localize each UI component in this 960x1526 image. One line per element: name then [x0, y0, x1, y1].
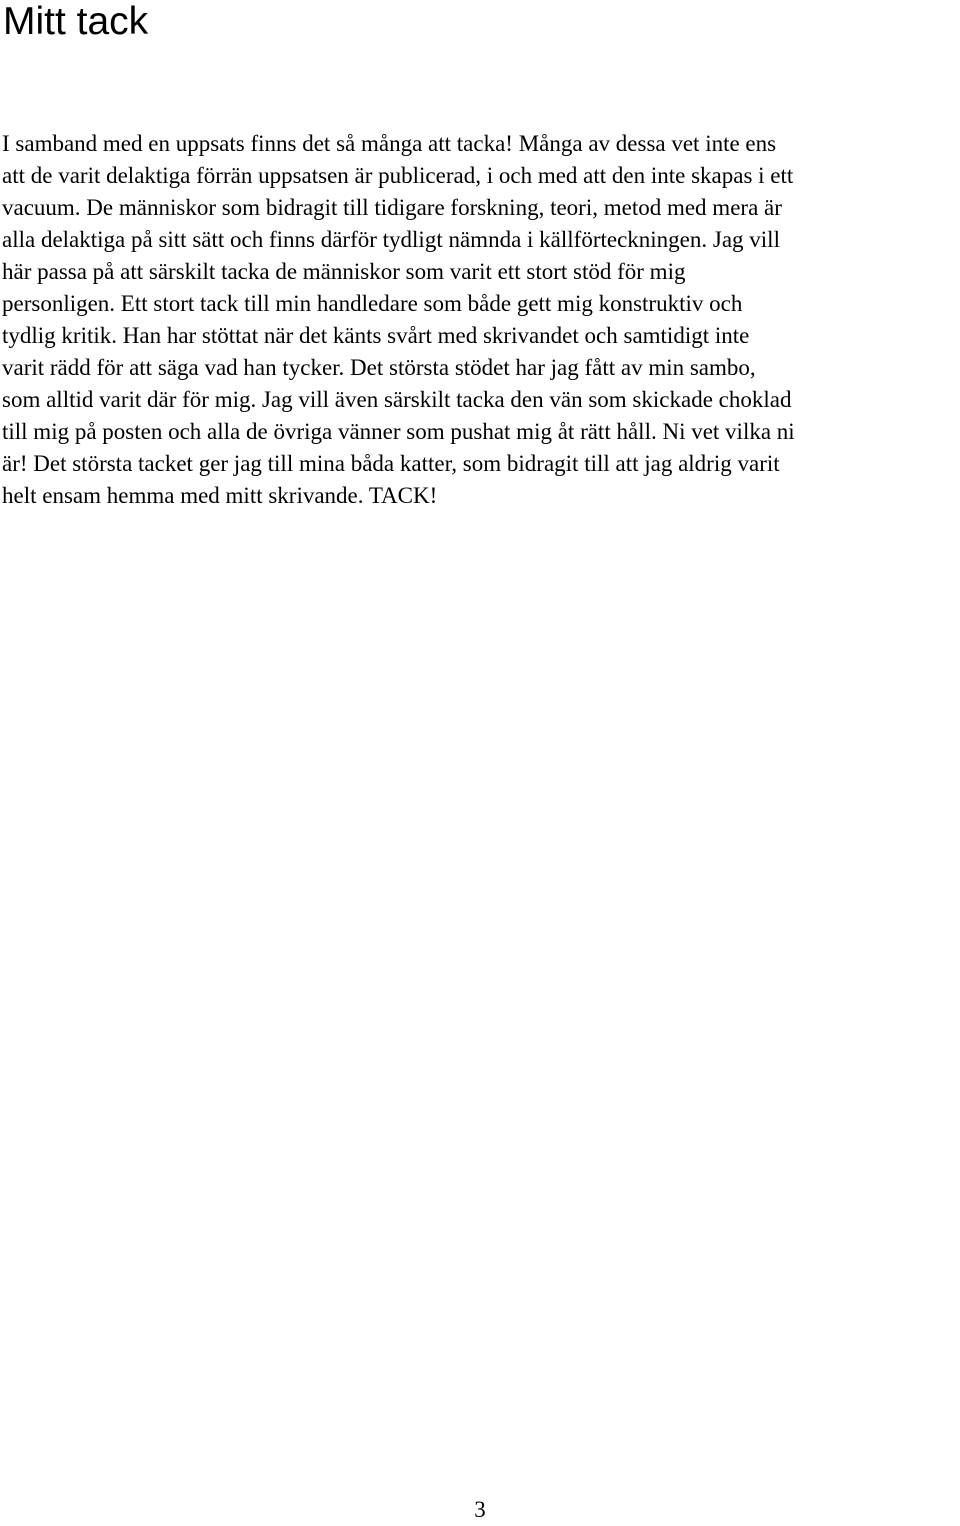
paragraph-line: att de varit delaktiga förrän uppsatsen är publicerad, i och med att den inte skapas i ett: [2, 163, 794, 188]
paragraph-line: varit rädd för att säga vad han tycker. Det största stödet har jag fått av min sambo,: [2, 355, 756, 380]
paragraph-line: är! Det största tacket ger jag till mina båda katter, som bidragit till att jag aldrig varit: [2, 451, 780, 476]
paragraph-line: personligen. Ett stort tack till min handledare som både gett mig konstruktiv och: [2, 291, 743, 316]
paragraph-line: vacuum. De människor som bidragit till tidigare forskning, teori, metod med mera är: [2, 195, 782, 220]
paragraph-line: till mig på posten och alla de övriga vänner som pushat mig åt rätt håll. Ni vet vilka ni: [2, 419, 795, 444]
page-title: Mitt tack: [3, 0, 149, 43]
paragraph-line: I samband med en uppsats finns det så många att tacka! Många av dessa vet inte ens: [2, 131, 777, 156]
acknowledgement-paragraph: [2, 128, 960, 512]
page-number: 3: [474, 1497, 486, 1522]
paragraph-line: helt ensam hemma med mitt skrivande. TACK!: [2, 483, 438, 508]
paragraph-line: som alltid varit där för mig. Jag vill även särskilt tacka den vän som skickade choklad: [2, 387, 792, 412]
paragraph-line: här passa på att särskilt tacka de människor som varit ett stort stöd för mig: [2, 259, 686, 284]
paragraph-line: alla delaktiga på sitt sätt och finns därför tydligt nämnda i källförteckningen. Jag vill: [2, 227, 780, 252]
paragraph-line: tydlig kritik. Han har stöttat när det känts svårt med skrivandet och samtidigt inte: [2, 323, 750, 348]
